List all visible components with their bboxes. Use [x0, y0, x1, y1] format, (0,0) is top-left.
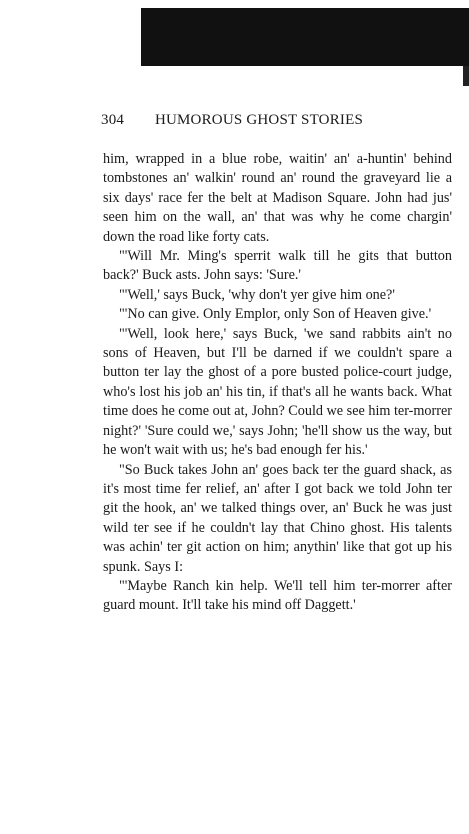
book-title: HUMOROUS GHOST STORIES [154, 112, 364, 128]
paragraph: "'No can give. Only Emplor, only Son of Heaven give.' [119, 306, 432, 323]
scan-edge-shadow [141, 8, 469, 66]
page-number: 304 [101, 112, 125, 128]
paragraph: "'Maybe Ranch kin help. We'll tell him ter-morrer after guard mount. It'll take his mind off Daggett.' [103, 577, 452, 614]
running-head [101, 112, 461, 134]
body-text [103, 150, 452, 616]
paragraph: "'Well, look here,' says Buck, 'we sand rabbits ain't no sons of Heaven, but I'll be darned if we couldn't spare a button ter lay the ghost of a pore busted police-court judge, who's lost his job an' his tin, if that's all he wants back. What time does he come out at, John? Could we see him ter-morrer night?' 'Sure could we,' says John; 'he'll show us the way, but he won't wait with us; he's bad enough fer his.' [103, 325, 452, 459]
paragraph: "So Buck takes John an' goes back ter the guard shack, as it's most time fer relief, an' after I got back we told John ter git the hook, an' we talked things over, an' Buck he was just wild ter see if he couldn't lay that Chino ghost. His talents was achin' ter git action on him; anythin' like that got up his spunk. Says I: [103, 461, 452, 575]
paragraph: "'Well,' says Buck, 'why don't yer give him one?' [119, 286, 395, 303]
paragraph: "'Will Mr. Ming's sperrit walk till he gits that button back?' Buck asts. John says: 'Sure.' [103, 248, 452, 284]
paragraph: him, wrapped in a blue robe, waitin' an' a-huntin' behind tombstones an' walkin' round an' round the graveyard lie a six days' race fer the belt at Madison Square. John had jus' seen him on the wall, an' that was why he come chargin' down the road like forty cats. [103, 151, 452, 245]
